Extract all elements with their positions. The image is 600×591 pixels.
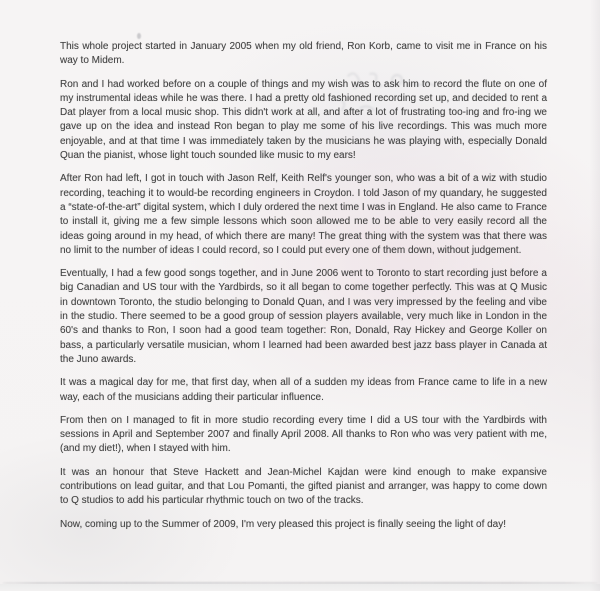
paragraph-guest-musicians: It was an honour that Steve Hackett and Jean-Michel Kajdan were kind enough to make expansive contributions on lead guitar, and that Lou Pomanti, the gifted pianist and arranger, was happy to come down to Q studios to add his particular rhythmic touch on two of the tracks. — [60, 466, 547, 507]
liner-notes-text — [60, 40, 547, 541]
paragraph-recording-attempt: Ron and I had worked before on a couple of things and my wish was to ask him to record the flute on one of my instrumental ideas while he was there. I had a pretty old fashioned recording set up, and decided to rent a Dat player from a local music shop. This didn't work at all, and after a lot of frustrating too-ing and fro-ing we gave up on the idea and instead Ron began to play me some of his live recordings. This was much more enjoyable, and at that time I was immediately taken by the musicians he was playing with, especially Donald Quan the pianist, whose light touch sounded like music to my ears! — [60, 78, 547, 162]
scan-right-edge-shade — [590, 0, 600, 591]
paragraph-intro: This whole project started in January 2005 when my old friend, Ron Korb, came to visit me in France on his way to Midem. — [60, 41, 547, 67]
scan-speck-artifact — [137, 33, 141, 39]
paragraph-further-sessions: From then on I managed to fit in more studio recording every time I did a US tour with the Yardbirds with sessions in April and September 2007 and finally April 2008. All thanks to Ron who was very patient with me, (and my diet!), when I stayed with him. — [60, 414, 547, 455]
paragraph-magical-day: It was a magical day for me, that first day, when all of a sudden my ideas from France came to life in a new way, each of the musicians adding their particular influence. — [60, 377, 547, 403]
paragraph-closing: Now, coming up to the Summer of 2009, I'm very pleased this project is finally seeing the light of day! — [60, 518, 507, 530]
scan-bottom-edge-strip — [0, 584, 600, 591]
paragraph-jason-relf: After Ron had left, I got in touch with Jason Relf, Keith Relf's younger son, who was a bit of a wiz with studio recording, teaching it to would-be recording engineers in Croydon. I told Jason of my quandary, he suggested a “state-of-the-art” digital system, which I duly ordered the next time I was in England. He also came to France to install it, giving me a few simple lessons which soon allowed me to be able to very easily record all the ideas going around in my head, of which there are many! The great thing with the system was that there was no limit to the number of ideas I could record, so I could put every one of them down, without judgement. — [60, 173, 547, 256]
paragraph-toronto-sessions: Eventually, I had a few good songs together, and in June 2006 went to Toronto to start recording just before a big Canadian and US tour with the Yardbirds, so it all began to come together perfectly. This was at Q Music in downtown Toronto, the studio belonging to Donald Quan, and I was very impressed by the feeling and vibe in the studio. There seemed to be a good group of session players available, very much like in London in the 60's and thanks to Ron, I soon had a good team together: Ron, Donald, Ray Hickey and George Koller on bass, a particularly versatile musician, whom I learned had been awarded best jazz bass player in Canada at the Juno awards. — [60, 268, 547, 365]
